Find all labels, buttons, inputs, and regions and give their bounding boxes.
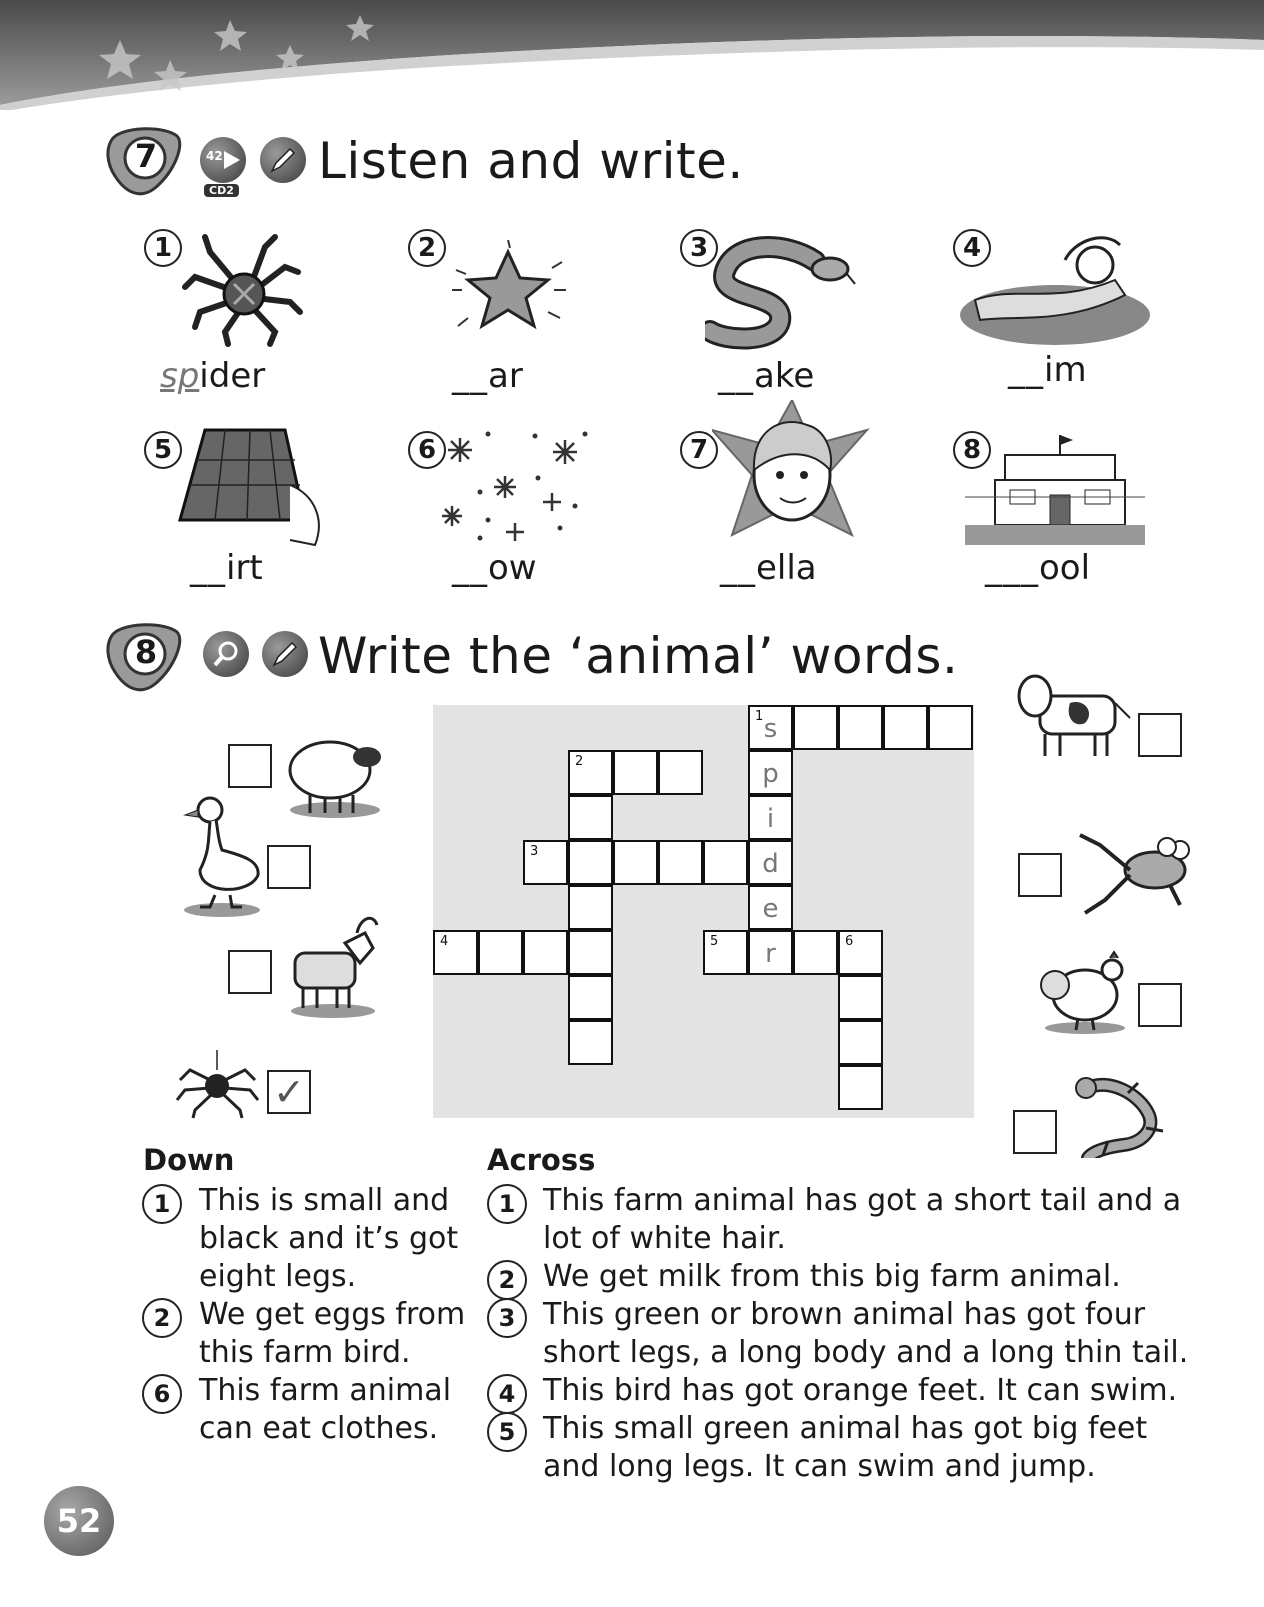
item-number: 3 <box>680 229 718 267</box>
word-skirt <box>190 548 263 588</box>
clue-line: We get eggs from <box>199 1297 466 1332</box>
clue-line: and long legs. It can swim and jump. <box>543 1449 1096 1484</box>
clue-number: 6 <box>845 934 854 949</box>
crossword-cell[interactable] <box>793 930 838 975</box>
crossword-background <box>433 705 974 1118</box>
clue-line: short legs, a long body and a long thin tail. <box>543 1335 1189 1370</box>
clue-line: We get milk from this big farm animal. <box>543 1259 1121 1294</box>
cow-checkbox[interactable] <box>1138 713 1182 757</box>
goat-icon <box>285 913 380 1018</box>
star-icon <box>448 240 568 340</box>
word-suffix: ake <box>754 356 815 396</box>
clue-line: This green or brown animal has got four <box>543 1297 1146 1332</box>
lizard-icon <box>1068 1073 1173 1158</box>
stella-girl-icon <box>712 400 872 550</box>
word-swim <box>1008 350 1087 390</box>
clue-line: this farm bird. <box>199 1335 411 1370</box>
crossword-cell[interactable] <box>793 705 838 750</box>
hen-icon <box>1040 950 1130 1035</box>
exercise-8-title: Write the ‘animal’ words. <box>318 627 959 685</box>
across-clue-3 <box>543 1296 1188 1372</box>
frog-checkbox[interactable] <box>1018 853 1062 897</box>
spider-checkbox[interactable]: ✓ <box>267 1070 311 1114</box>
word-suffix: ella <box>756 548 817 588</box>
down-heading: Down <box>143 1143 235 1177</box>
exercise-7-title: Listen and write. <box>318 132 744 190</box>
clue-number: 1 <box>142 1184 182 1224</box>
crossword-cell[interactable] <box>748 795 793 840</box>
crossword-cell[interactable] <box>838 930 883 975</box>
snowflakes-icon <box>440 428 595 548</box>
item-number: 6 <box>408 431 446 469</box>
frog-icon <box>1075 825 1200 920</box>
item-number: 8 <box>953 431 991 469</box>
skirt-icon <box>175 425 325 550</box>
clue-number: 1 <box>487 1184 527 1224</box>
item-number: 4 <box>953 229 991 267</box>
item-number: 1 <box>144 229 182 267</box>
word-suffix: ar <box>488 356 523 396</box>
clue-number: 5 <box>710 934 719 949</box>
crossword-cell[interactable] <box>883 705 928 750</box>
crossword-cell[interactable] <box>523 840 568 885</box>
clue-number: 3 <box>487 1298 527 1338</box>
clue-number: 4 <box>440 934 449 949</box>
word-hint: sp <box>160 356 200 396</box>
crossword-cell[interactable] <box>748 930 793 975</box>
clue-number: 3 <box>530 844 539 859</box>
sheep-checkbox[interactable] <box>228 744 272 788</box>
clue-line: black and it’s got <box>199 1221 459 1256</box>
exercise-8-number: 8 <box>134 633 158 671</box>
duck-checkbox[interactable] <box>267 845 311 889</box>
word-blank: __ <box>452 356 488 396</box>
crossword-cell[interactable] <box>568 840 613 885</box>
clue-line: eight legs. <box>199 1259 357 1294</box>
spider-icon <box>180 232 305 347</box>
audio-play-icon[interactable] <box>200 137 246 183</box>
item-number: 7 <box>680 431 718 469</box>
crossword-cell[interactable] <box>748 705 793 750</box>
hen-checkbox[interactable] <box>1138 983 1182 1027</box>
clue-number: 6 <box>142 1374 182 1414</box>
word-school <box>985 548 1090 588</box>
clue-line: can eat clothes. <box>199 1411 439 1446</box>
cell-letter: s <box>763 714 778 744</box>
crossword-cell[interactable] <box>613 750 658 795</box>
word-star <box>452 356 523 396</box>
word-blank: ___ <box>985 548 1039 588</box>
clue-line: This farm animal <box>199 1373 452 1408</box>
clue-number: 4 <box>487 1374 527 1414</box>
header-band <box>0 0 1264 110</box>
clue-number: 5 <box>487 1412 527 1452</box>
across-clue-4 <box>543 1372 1177 1410</box>
cell-letter: r <box>765 939 776 969</box>
sheep-icon <box>285 725 385 820</box>
word-blank: __ <box>720 548 756 588</box>
word-suffix: im <box>1044 350 1087 390</box>
word-suffix: ool <box>1039 548 1091 588</box>
magnifier-icon <box>203 631 249 677</box>
word-blank: __ <box>190 548 226 588</box>
crossword-cell[interactable] <box>568 750 613 795</box>
crossword-cell[interactable] <box>703 930 748 975</box>
clue-line: This farm animal has got a short tail and a <box>543 1183 1182 1218</box>
cell-letter: i <box>766 804 775 834</box>
across-clue-5 <box>543 1410 1147 1486</box>
crossword-cell[interactable] <box>838 705 883 750</box>
crossword-cell[interactable] <box>523 930 568 975</box>
pencil-icon <box>262 631 308 677</box>
cell-letter: p <box>762 759 779 789</box>
crossword-cell[interactable] <box>658 840 703 885</box>
crossword-cell[interactable] <box>613 840 658 885</box>
crossword-cell[interactable] <box>838 1065 883 1110</box>
word-stella <box>720 548 817 588</box>
crossword-cell[interactable] <box>478 930 523 975</box>
clue-number: 2 <box>575 754 584 769</box>
clue-line: lot of white hair. <box>543 1221 786 1256</box>
crossword-cell[interactable] <box>658 750 703 795</box>
cell-letter: e <box>762 894 779 924</box>
crossword-cell[interactable] <box>568 930 613 975</box>
across-clue-1 <box>543 1182 1181 1258</box>
crossword-cell[interactable] <box>568 795 613 840</box>
down-clue-2 <box>199 1296 465 1372</box>
goat-checkbox[interactable] <box>228 950 272 994</box>
page-number: 52 <box>44 1486 114 1556</box>
across-heading: Across <box>487 1143 596 1177</box>
cell-letter: d <box>762 849 779 879</box>
cow-icon <box>1015 668 1135 763</box>
lizard-checkbox[interactable] <box>1013 1110 1057 1154</box>
clue-number: 1 <box>755 709 764 724</box>
down-clue-6 <box>199 1372 451 1448</box>
item-number: 2 <box>408 229 446 267</box>
duck-icon <box>180 795 265 920</box>
track-number: 42 <box>206 149 223 163</box>
down-clue-1 <box>199 1182 458 1296</box>
word-suffix: ow <box>488 548 537 588</box>
crossword-cell[interactable] <box>748 750 793 795</box>
snake-icon <box>705 236 860 351</box>
word-blank: __ <box>1008 350 1044 390</box>
spider-icon <box>175 1050 260 1120</box>
crossword-cell[interactable] <box>568 975 613 1020</box>
clue-number: 2 <box>487 1260 527 1300</box>
word-blank: __ <box>452 548 488 588</box>
clue-number: 2 <box>142 1298 182 1338</box>
crossword-cell[interactable] <box>568 885 613 930</box>
clue-line: This bird has got orange feet. It can swim. <box>543 1373 1178 1408</box>
clue-line: This is small and <box>199 1183 450 1218</box>
crossword-cell[interactable] <box>748 885 793 930</box>
crossword-cell[interactable] <box>433 930 478 975</box>
crossword-cell[interactable] <box>838 1020 883 1065</box>
pencil-icon <box>260 137 306 183</box>
swimmer-icon <box>955 230 1155 348</box>
word-blank: __ <box>718 356 754 396</box>
word-suffix: irt <box>226 548 263 588</box>
crossword-cell[interactable] <box>838 975 883 1020</box>
across-clue-2 <box>543 1258 1121 1296</box>
exercise-7-number: 7 <box>134 137 158 175</box>
crossword-cell[interactable] <box>928 705 973 750</box>
word-spider <box>160 356 265 396</box>
word-suffix: ider <box>199 356 266 396</box>
word-snake <box>718 356 814 396</box>
crossword-cell[interactable] <box>748 840 793 885</box>
cd-label: CD2 <box>204 184 239 197</box>
clue-line: This small green animal has got big feet <box>543 1411 1148 1446</box>
word-snow <box>452 548 537 588</box>
school-icon <box>965 435 1145 547</box>
item-number: 5 <box>144 431 182 469</box>
crossword-cell[interactable] <box>568 1020 613 1065</box>
crossword-cell[interactable] <box>703 840 748 885</box>
